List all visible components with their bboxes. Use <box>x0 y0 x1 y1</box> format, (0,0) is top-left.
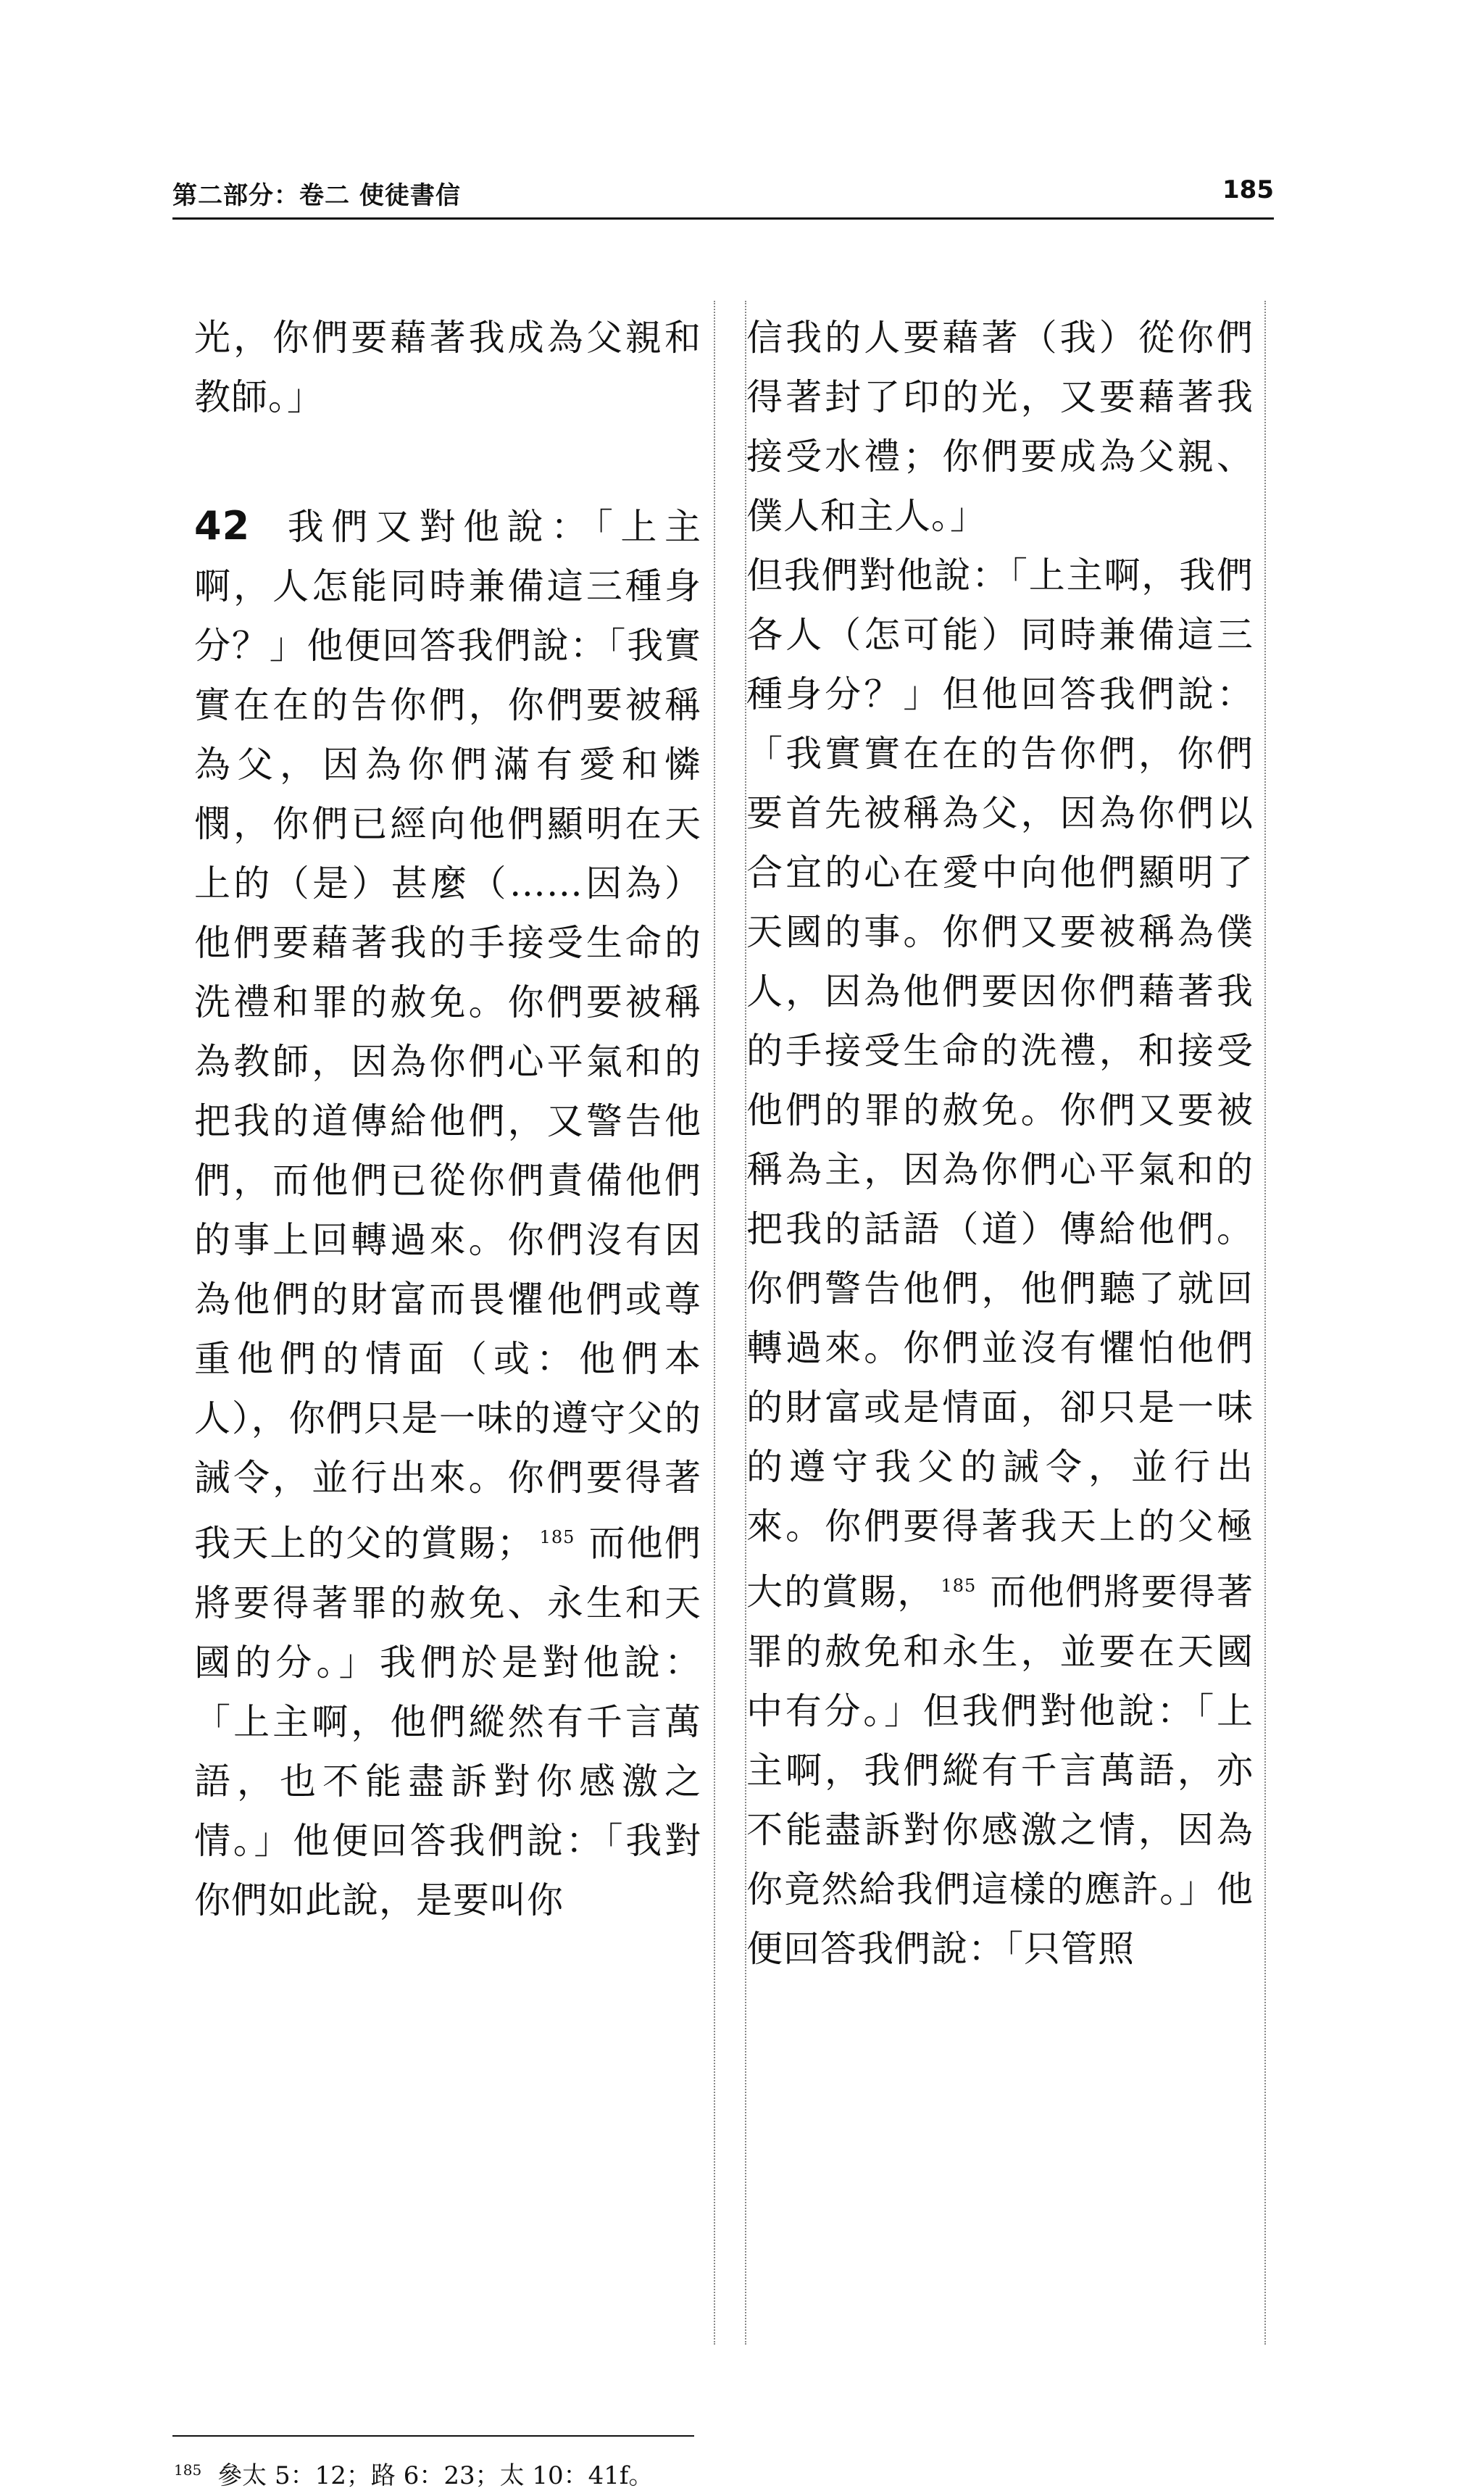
footnote-mark: 185 <box>174 2461 202 2479</box>
left-paragraph-1: 光，你們要藉著我成為父親和教師。」 <box>194 317 701 418</box>
right-paragraph-2-text-b: 而他們將要得著罪的赦免和永生，並要在天國中有分。」但我們對他說：「上主啊，我們縱有千言萬語，亦不能盡訴對你感激之情，因為你竟然給我們這樣的應許。」他便回答我們說：「只管照 <box>746 1571 1254 1970</box>
column-divider <box>714 301 715 2345</box>
footnote-reference: 185 <box>941 1576 977 1596</box>
column-divider <box>1264 301 1266 2345</box>
right-paragraph-1: 信我的人要藉著（我）從你們得著封了印的光，又要藉著我接受水禮；你們要成為父親、僕人和主人。」 <box>746 317 1254 537</box>
right-paragraph-2-text-a: 但我們對他說：「上主啊，我們各人（怎可能）同時兼備這三種身分？」但他回答我們說：「我實實在在的告你們，你們要首先被稱為父，因為你們以合宜的心在愛中向他們顯明了天國的事。你們又要被稱為僕人，因為他們要因你們藉著我的手接受生命的洗禮，和接受他們的罪的赦免。你們又要被稱為主，因為你們心平氣和的把我的話語（道）傳給他們。你們警告他們，他們聽了就回轉過來。你們並沒有懼怕他們的財富或是情面，卻只是一味的遵守我父的誡令，並行出來。你們要得著我天上的父極大的賞賜， <box>746 554 1254 1613</box>
footnote <box>174 2455 654 2491</box>
running-title: 第二部分：卷二 使徒書信 <box>172 181 461 210</box>
footnote-divider <box>172 2435 694 2437</box>
left-paragraph-2 <box>194 496 701 1930</box>
footnote-reference: 185 <box>539 1527 575 1547</box>
running-header <box>172 172 1274 220</box>
right-paragraph-2 <box>746 546 1254 1979</box>
left-paragraph-2-text-a: 我們又對他說：「上主啊，人怎能同時兼備這三種身分？」他便回答我們說：「我實實在在的告你們，你們要被稱為父，因為你們滿有愛和憐憫，你們已經向他們顯明在天上的（是）甚麼（……因為）他們要藉著我的手接受生命的洗禮和罪的赦免。你們要被稱為教師，因為你們心平氣和的把我的道傳給他們，又警告他們，而他們已從你們責備他們的事上回轉過來。你們沒有因為他們的財富而畏懼他們或尊重他們的情面（或：他們本人），你們只是一味的遵守父的誡令，並行出來。你們要得著我天上的父的賞賜； <box>194 506 701 1565</box>
footnote-text: 參太 5：12；路 6：23；太 10：41f。 <box>217 2461 654 2490</box>
saying-number: 42 <box>194 503 251 549</box>
paragraph-gap <box>194 427 701 496</box>
left-column <box>194 308 701 1930</box>
right-column <box>746 308 1254 1979</box>
page-number: 185 <box>1222 175 1274 204</box>
left-paragraph-2-text-b: 而他們將要得著罪的赦免、永生和天國的分。」我們於是對他說：「上主啊，他們縱然有千言萬語，也不能盡訴對你感激之情。」他便回答我們說：「我對你們如此說，是要叫你 <box>194 1522 702 1921</box>
